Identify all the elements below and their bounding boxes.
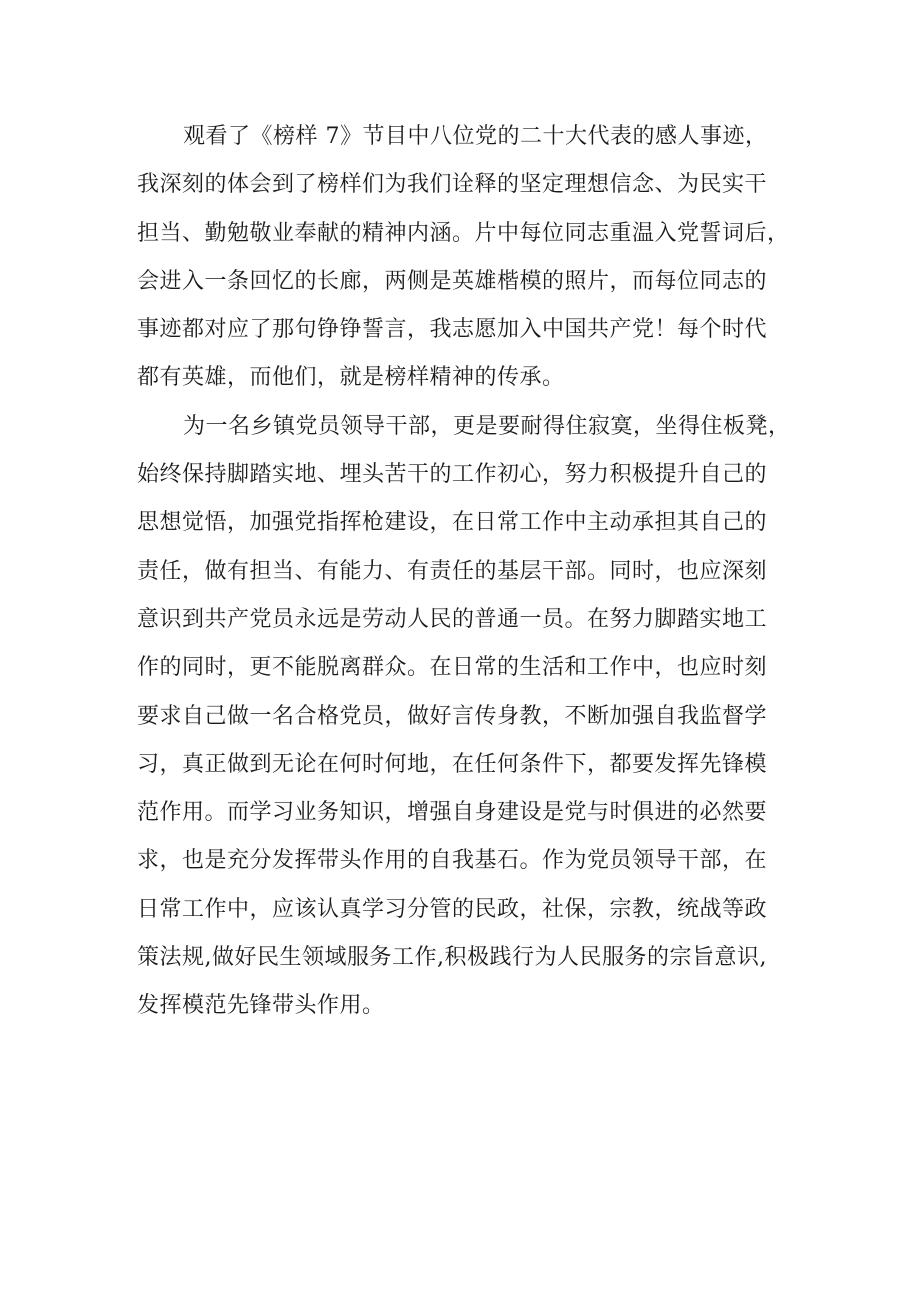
paragraph-2-line-10: 求，也是充分发挥带头作用的自我基石。作为党员领导干部，在	[137, 848, 768, 874]
paragraph-2-line-4: 责任，做有担当、有能力、有责任的基层干部。同时，也应深刻	[137, 558, 768, 584]
paragraph-1-line-6: 都有英雄，而他们，就是榜样精神的传承。	[137, 365, 565, 391]
paragraph-2-line-9: 范作用。而学习业务知识，增强自身建设是党与时俱进的必然要	[137, 800, 768, 826]
paragraph-2-line-12: 策法规,做好民生领域服务工作,积极践行为人民服务的宗旨意识,	[137, 945, 767, 971]
paragraph-1-line-2: 我深刻的体会到了榜样们为我们诠释的坚定理想信念、为民实干	[137, 172, 768, 198]
paragraph-2-line-7: 要求自己做一名合格党员，做好言传身教，不断加强自我监督学	[137, 703, 768, 729]
paragraph-1-line-4: 会进入一条回忆的长廊，两侧是英雄楷模的照片，而每位同志的	[137, 268, 768, 294]
paragraph-2-line-11: 日常工作中，应该认真学习分管的民政，社保，宗教，统战等政	[137, 896, 768, 922]
paragraph-2-line-1: 为一名乡镇党员领导干部，更是要耐得住寂寞，坐得住板凳，	[183, 413, 791, 439]
paragraph-1-line-1: 观看了《榜样 7》节目中八位党的二十大代表的感人事迹，	[183, 124, 768, 149]
paragraph-2-line-2: 始终保持脚踏实地、埋头苦干的工作初心，努力积极提升自己的	[137, 462, 768, 488]
paragraph-2-line-6: 作的同时，更不能脱离群众。在日常的生活和工作中，也应时刻	[137, 655, 768, 681]
paragraph-2-line-13: 发挥模范先锋带头作用。	[137, 993, 385, 1019]
paragraph-2-line-5: 意识到共产党员永远是劳动人民的普通一员。在努力脚踏实地工	[137, 606, 768, 632]
document-body	[137, 113, 797, 1031]
paragraph-2-line-8: 习，真正做到无论在何时何地，在任何条件下，都要发挥先锋模	[137, 751, 768, 777]
paragraph-2-line-3: 思想觉悟，加强党指挥枪建设，在日常工作中主动承担其自己的	[137, 510, 768, 536]
paragraph-1-line-5: 事迹都对应了那句铮铮誓言，我志愿加入中国共产党！每个时代	[137, 317, 768, 343]
paragraph-1-line-3: 担当、勤勉敬业奉献的精神内涵。片中每位同志重温入党誓词后，	[137, 220, 790, 246]
